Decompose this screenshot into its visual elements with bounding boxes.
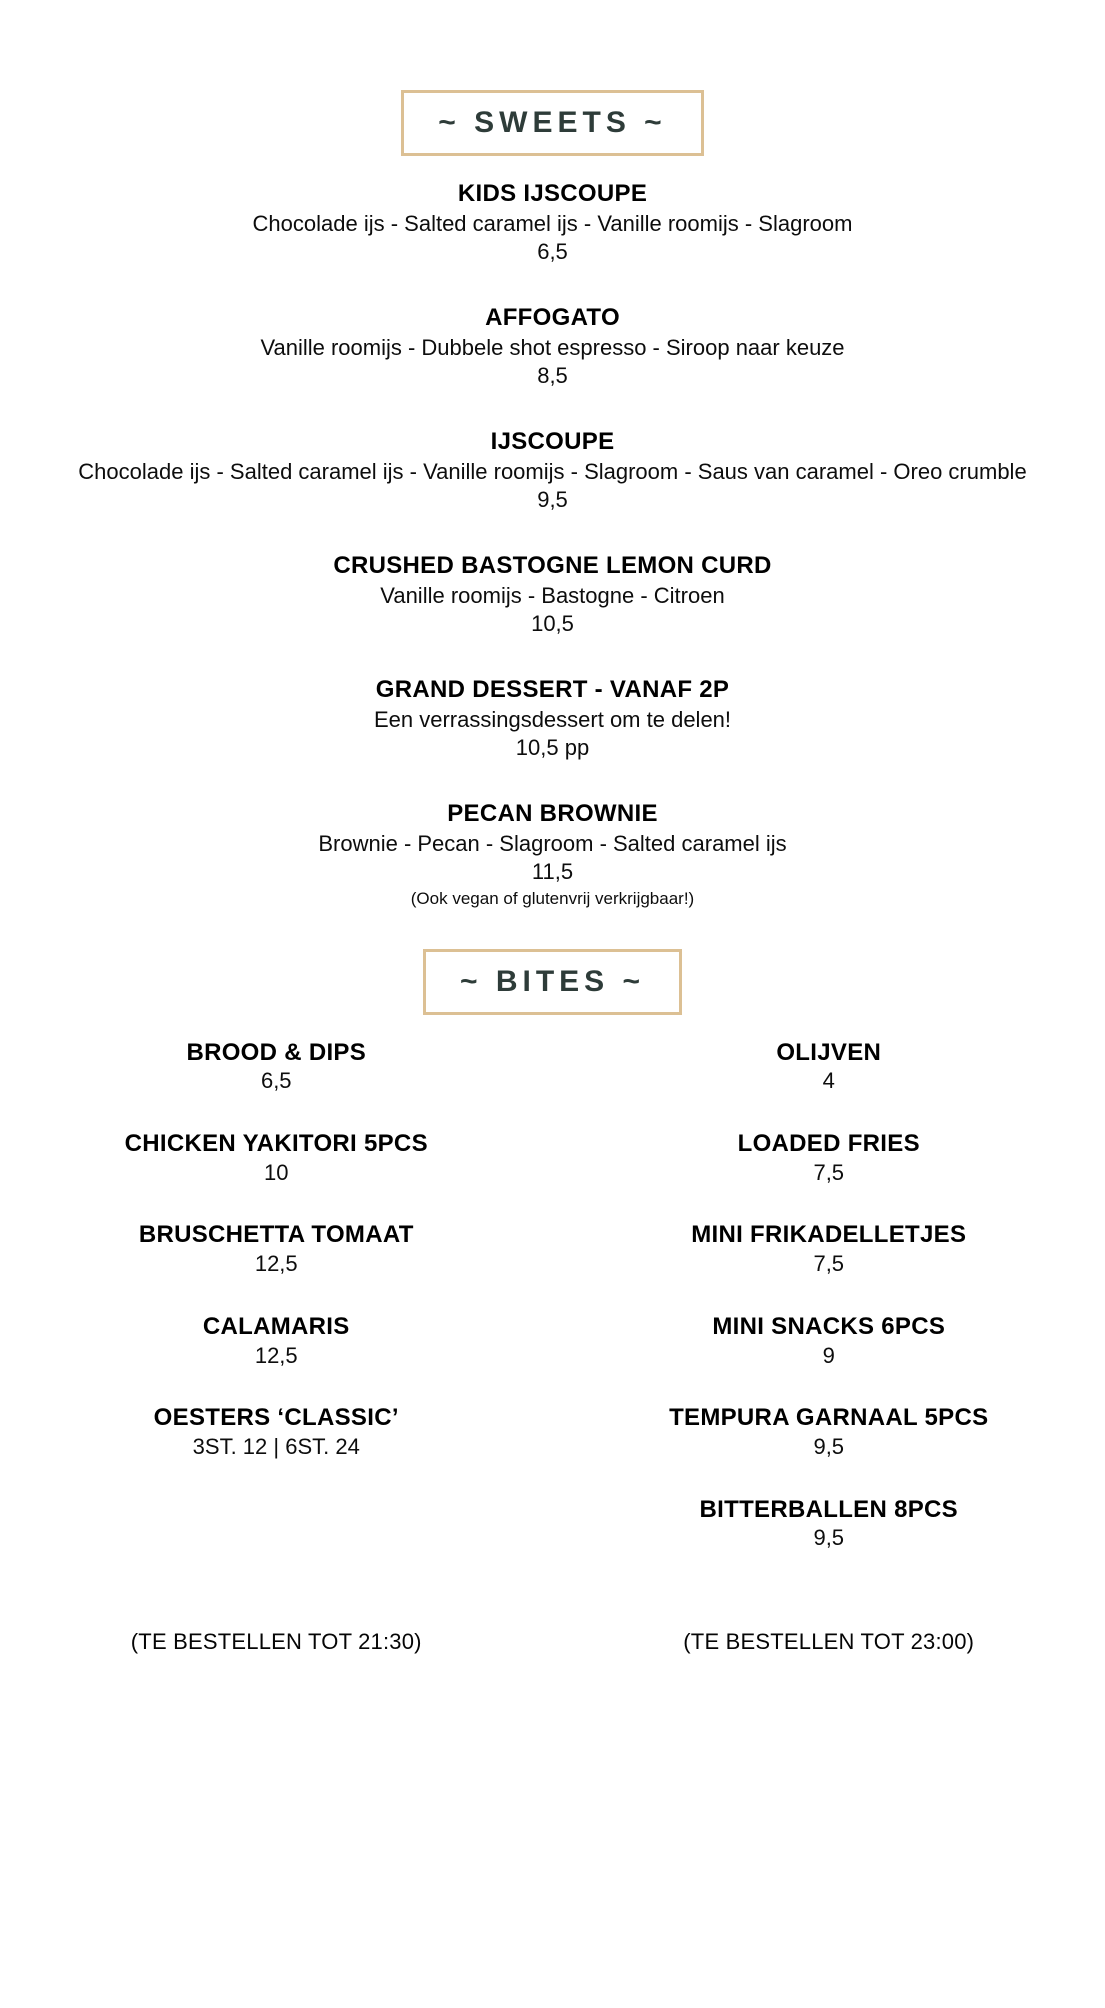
item-name: BROOD & DIPS (186, 1038, 367, 1066)
menu-item-loaded-fries (553, 1130, 1105, 1187)
item-price: 10,5 (531, 611, 574, 637)
item-name: OLIJVEN (776, 1038, 882, 1066)
sweets-section-title: ~ SWEETS ~ (438, 106, 667, 139)
item-description: Chocolade ijs - Salted caramel ijs - Vanille roomijs - Slagroom - Saus van caramel - Oreo crumble (78, 458, 1027, 484)
menu-item-bruschetta-tomaat (0, 1221, 553, 1278)
item-price: 10,5 pp (515, 735, 590, 761)
item-note: (Ook vegan of glutenvrij verkrijgbaar!) (410, 888, 695, 908)
menu-item-grand-dessert (0, 676, 1105, 763)
sweets-section (0, 90, 1105, 912)
item-name: BRUSCHETTA TOMAAT (138, 1221, 414, 1249)
menu-item-olijven (553, 1039, 1105, 1096)
menu-item-crushed-bastogne-lemon-curd (0, 552, 1105, 639)
menu-item-kids-ijscoupe (0, 180, 1105, 267)
item-price: 12,5 (254, 1251, 298, 1277)
right-column-footnote: (TE BESTELLEN TOT 23:00) (683, 1628, 975, 1654)
item-price: 9,5 (813, 1433, 845, 1459)
item-price: 6,5 (537, 239, 568, 265)
menu-item-mini-snacks (553, 1313, 1105, 1370)
item-name: BITTERBALLEN 8PCS (699, 1495, 958, 1523)
menu-item-brood-dips (0, 1039, 553, 1096)
item-description: Vanille roomijs - Bastogne - Citroen (380, 582, 725, 608)
bites-grid (0, 1039, 1105, 1655)
right-footnote-cell (553, 1629, 1105, 1655)
item-price: 7,5 (813, 1159, 845, 1185)
item-price: 9 (822, 1342, 835, 1368)
bites-section (0, 949, 1105, 1655)
item-name: MINI FRIKADELLETJES (691, 1221, 967, 1249)
item-name: CHICKEN YAKITORI 5PCS (124, 1129, 428, 1157)
item-name: TEMPURA GARNAAL 5PCS (669, 1404, 989, 1432)
item-price: 8,5 (537, 363, 568, 389)
menu-item-pecan-brownie (0, 800, 1105, 912)
item-description: Vanille roomijs - Dubbele shot espresso - Siroop naar keuze (260, 334, 845, 360)
menu-item-affogato (0, 304, 1105, 391)
item-name: LOADED FRIES (737, 1129, 920, 1157)
item-price: 4 (822, 1068, 835, 1094)
left-footnote-cell (0, 1629, 553, 1655)
item-price: 10 (264, 1159, 289, 1185)
item-description: Brownie - Pecan - Slagroom - Salted caramel ijs (318, 830, 787, 856)
menu-item-ijscoupe (0, 428, 1105, 515)
item-description: Chocolade ijs - Salted caramel ijs - Vanille roomijs - Slagroom (252, 210, 853, 236)
menu-item-chicken-yakitori (0, 1130, 553, 1187)
item-name: CALAMARIS (202, 1312, 350, 1340)
item-name: CRUSHED BASTOGNE LEMON CURD (333, 551, 772, 579)
menu-item-oesters-classic (0, 1404, 553, 1461)
item-name: MINI SNACKS 6PCS (712, 1312, 946, 1340)
bites-section-title: ~ BITES ~ (459, 964, 646, 998)
item-description: Een verrassingsdessert om te delen! (373, 706, 732, 732)
item-name: PECAN BROWNIE (447, 799, 658, 827)
item-price: 7,5 (813, 1251, 845, 1277)
left-column-footnote: (TE BESTELLEN TOT 21:30) (130, 1628, 422, 1654)
menu-item-calamaris (0, 1313, 553, 1370)
item-name: IJSCOUPE (490, 427, 615, 455)
menu-item-mini-frikadelletjes (553, 1221, 1105, 1278)
sweets-header-box (401, 90, 703, 156)
menu-item-tempura-garnaal (553, 1404, 1105, 1461)
menu-item-bitterballen (553, 1496, 1105, 1553)
item-name: KIDS IJSCOUPE (457, 180, 648, 207)
item-price: 12,5 (254, 1342, 298, 1368)
item-price: 6,5 (260, 1068, 292, 1094)
item-name: OESTERS ‘CLASSIC’ (153, 1404, 399, 1432)
item-price: 11,5 (531, 859, 574, 885)
item-price: 9,5 (537, 487, 568, 513)
bites-header-box (423, 949, 682, 1015)
item-price: 3ST. 12 | 6ST. 24 (192, 1433, 360, 1459)
item-price: 9,5 (813, 1525, 845, 1551)
item-name: GRAND DESSERT - VANAF 2P (375, 675, 730, 703)
item-name: AFFOGATO (485, 303, 620, 331)
